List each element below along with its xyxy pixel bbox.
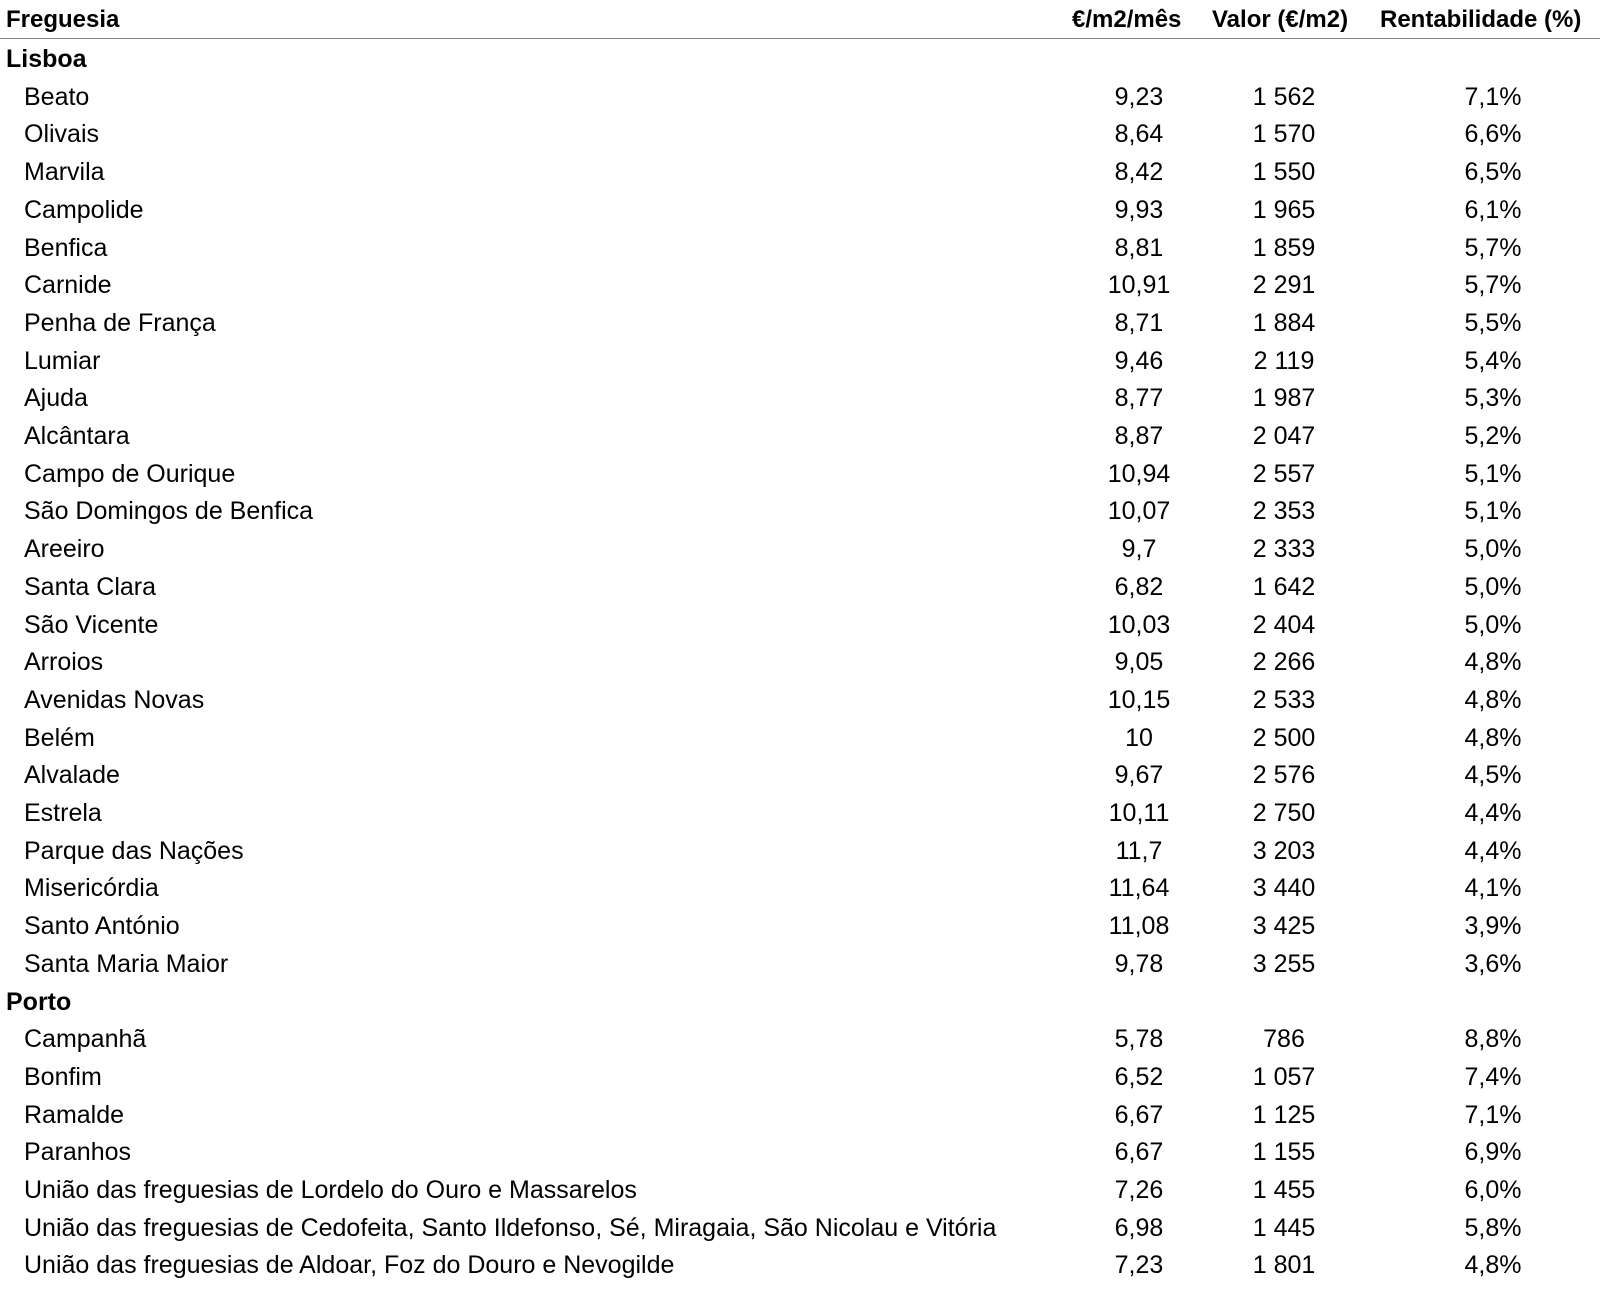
cell-rent[interactable]: 8,42: [1114, 158, 1164, 187]
cell-freguesia[interactable]: São Domingos de Benfica: [24, 497, 314, 526]
cell-freguesia[interactable]: Santa Maria Maior: [24, 949, 229, 978]
table-row: [0, 643, 1600, 682]
cell-freguesia[interactable]: Belém: [24, 723, 95, 752]
cell-value[interactable]: 1 550: [1252, 158, 1316, 187]
cell-value[interactable]: 2 533: [1252, 685, 1316, 714]
cell-yield[interactable]: 4,8%: [1464, 685, 1522, 714]
cell-value[interactable]: 2 291: [1252, 271, 1316, 300]
cell-freguesia[interactable]: Campo de Ourique: [24, 459, 236, 488]
cell-yield[interactable]: 4,8%: [1464, 1251, 1522, 1280]
cell-yield[interactable]: 7,1%: [1464, 1100, 1522, 1129]
cell-freguesia[interactable]: Arroios: [24, 648, 104, 677]
cell-rent[interactable]: 9,67: [1114, 761, 1164, 790]
table-row: [0, 606, 1600, 645]
cell-yield[interactable]: 5,0%: [1464, 572, 1522, 601]
table-row: [0, 530, 1600, 569]
cell-yield[interactable]: 3,9%: [1464, 912, 1522, 941]
cell-value[interactable]: 1 642: [1252, 572, 1316, 601]
table-row: [0, 229, 1600, 268]
cell-freguesia[interactable]: Ramalde: [24, 1100, 125, 1129]
cell-value[interactable]: 2 404: [1252, 610, 1316, 639]
cell-yield[interactable]: 6,5%: [1464, 158, 1522, 187]
table-row: [0, 1209, 1600, 1248]
cell-rent[interactable]: 6,67: [1114, 1100, 1164, 1129]
cell-rent[interactable]: 7,26: [1114, 1176, 1164, 1204]
cell-yield[interactable]: 3,6%: [1464, 949, 1522, 978]
cell-yield[interactable]: 5,7%: [1464, 271, 1522, 300]
cell-yield[interactable]: 6,9%: [1464, 1138, 1522, 1167]
cell-value[interactable]: 2 333: [1252, 535, 1316, 564]
cell-freguesia[interactable]: Alcântara: [24, 422, 130, 450]
cell-value[interactable]: 2 557: [1252, 459, 1316, 488]
cell-value[interactable]: 786: [1263, 1025, 1305, 1054]
cell-value[interactable]: 1 965: [1252, 195, 1316, 224]
cell-value[interactable]: 2 047: [1252, 422, 1316, 450]
cell-rent[interactable]: 8,81: [1114, 233, 1164, 262]
cell-freguesia[interactable]: Alvalade: [24, 761, 120, 790]
cell-rent[interactable]: 10,91: [1107, 271, 1171, 300]
table-header: [0, 2, 1600, 39]
cell-value[interactable]: 3 440: [1252, 874, 1316, 903]
cell-rent[interactable]: 8,77: [1114, 384, 1164, 413]
cell-rent[interactable]: 10,94: [1107, 459, 1171, 488]
cell-freguesia[interactable]: Carnide: [24, 271, 112, 300]
cell-freguesia[interactable]: Estrela: [24, 799, 102, 827]
cell-rent[interactable]: 9,78: [1114, 949, 1164, 978]
cell-value[interactable]: 1 562: [1252, 82, 1316, 111]
cell-freguesia[interactable]: União das freguesias de Lordelo do Ouro e Massarelos: [24, 1176, 637, 1204]
cell-value[interactable]: 1 445: [1252, 1213, 1316, 1242]
cell-yield[interactable]: 5,4%: [1464, 346, 1522, 375]
cell-value[interactable]: 1 455: [1252, 1176, 1316, 1204]
cell-rent[interactable]: 10,11: [1108, 799, 1170, 827]
header-freguesia[interactable]: Freguesia: [6, 6, 120, 33]
table-row: [0, 455, 1600, 494]
cell-value[interactable]: 2 576: [1252, 761, 1316, 790]
table-row: [0, 719, 1600, 758]
group-name[interactable]: Porto: [6, 987, 72, 1016]
cell-rent[interactable]: 8,71: [1114, 308, 1164, 337]
table-row: [0, 681, 1600, 720]
table-row: [0, 756, 1600, 795]
cell-freguesia[interactable]: Campanhã: [24, 1025, 147, 1054]
cell-freguesia[interactable]: Paranhos: [24, 1138, 132, 1167]
header-value[interactable]: Valor (€/m2): [1212, 6, 1349, 33]
cell-yield[interactable]: 6,0%: [1464, 1176, 1522, 1204]
cell-yield[interactable]: 5,0%: [1464, 610, 1522, 639]
cell-freguesia[interactable]: Parque das Nações: [24, 836, 244, 865]
cell-rent[interactable]: 11,7: [1115, 836, 1163, 865]
cell-yield[interactable]: 4,5%: [1464, 761, 1522, 790]
cell-value[interactable]: 2 500: [1252, 723, 1316, 752]
group-row-lisboa: [0, 40, 1600, 79]
table-row: [0, 304, 1600, 343]
cell-yield[interactable]: 4,4%: [1464, 836, 1522, 865]
cell-freguesia[interactable]: União das freguesias de Aldoar, Foz do Douro e Nevogilde: [24, 1251, 675, 1280]
cell-yield[interactable]: 5,0%: [1464, 535, 1522, 564]
table-row: [0, 266, 1600, 305]
cell-rent[interactable]: 10: [1125, 723, 1153, 752]
cell-value[interactable]: 2 119: [1253, 346, 1315, 375]
cell-value[interactable]: 1 057: [1252, 1062, 1316, 1091]
cell-freguesia[interactable]: Lumiar: [24, 346, 101, 375]
cell-value[interactable]: 3 255: [1252, 949, 1316, 978]
cell-yield[interactable]: 4,8%: [1464, 723, 1522, 752]
cell-freguesia[interactable]: Santo António: [24, 912, 180, 941]
cell-value[interactable]: 1 859: [1252, 233, 1316, 262]
cell-yield[interactable]: 4,1%: [1464, 874, 1522, 903]
cell-rent[interactable]: 11,08: [1108, 912, 1170, 941]
table-row: [0, 1246, 1600, 1285]
cell-freguesia[interactable]: Penha de França: [24, 308, 216, 337]
cell-rent[interactable]: 6,67: [1114, 1138, 1164, 1167]
cell-yield[interactable]: 5,7%: [1464, 233, 1522, 262]
cell-value[interactable]: 3 203: [1252, 836, 1316, 865]
cell-rent[interactable]: 6,82: [1114, 572, 1164, 601]
table-row: [0, 869, 1600, 908]
cell-yield[interactable]: 6,1%: [1464, 195, 1522, 224]
cell-rent[interactable]: 9,93: [1114, 195, 1164, 224]
cell-yield[interactable]: 5,1%: [1464, 459, 1522, 488]
cell-rent[interactable]: 8,64: [1114, 120, 1164, 149]
cell-yield[interactable]: 5,3%: [1464, 384, 1522, 413]
cell-freguesia[interactable]: Olivais: [24, 120, 100, 149]
group-row-porto: [0, 983, 1600, 1022]
cell-rent[interactable]: 9,23: [1114, 82, 1164, 111]
header-yield[interactable]: Rentabilidade (%): [1380, 6, 1582, 33]
table-row: [0, 907, 1600, 946]
cell-freguesia[interactable]: Areeiro: [24, 535, 105, 564]
cell-freguesia[interactable]: Ajuda: [24, 384, 88, 413]
cell-rent[interactable]: 11,64: [1108, 874, 1170, 903]
cell-freguesia[interactable]: Campolide: [24, 195, 144, 224]
cell-value[interactable]: 1 125: [1252, 1100, 1316, 1129]
cell-yield[interactable]: 7,1%: [1464, 82, 1522, 111]
table-row: [0, 1171, 1600, 1210]
cell-value[interactable]: 2 266: [1252, 648, 1316, 677]
table-row: [0, 191, 1600, 230]
cell-rent[interactable]: 5,78: [1114, 1025, 1164, 1054]
cell-freguesia[interactable]: Benfica: [24, 233, 108, 262]
cell-yield[interactable]: 5,1%: [1464, 497, 1522, 526]
group-name[interactable]: Lisboa: [6, 45, 87, 73]
cell-freguesia[interactable]: Beato: [24, 82, 90, 111]
cell-rent[interactable]: 10,15: [1107, 685, 1171, 714]
cell-yield[interactable]: 5,8%: [1464, 1213, 1522, 1242]
cell-freguesia[interactable]: Santa Clara: [24, 572, 157, 601]
cell-freguesia[interactable]: Bonfim: [24, 1062, 102, 1091]
cell-yield[interactable]: 4,4%: [1464, 799, 1522, 827]
table-row: [0, 832, 1600, 871]
cell-rent[interactable]: 6,52: [1114, 1062, 1164, 1091]
cell-yield[interactable]: 5,2%: [1464, 422, 1522, 450]
cell-value[interactable]: 1 155: [1252, 1138, 1316, 1167]
cell-freguesia[interactable]: Avenidas Novas: [24, 685, 205, 714]
cell-value[interactable]: 1 987: [1252, 384, 1316, 413]
cell-value[interactable]: 3 425: [1252, 912, 1316, 941]
cell-value[interactable]: 1 570: [1252, 120, 1316, 149]
cell-rent[interactable]: 10,03: [1107, 610, 1171, 639]
table-row: [0, 1133, 1600, 1172]
table-row: [0, 379, 1600, 418]
table-row: [0, 115, 1600, 154]
cell-freguesia[interactable]: Misericórdia: [24, 874, 159, 903]
table-row: [0, 945, 1600, 984]
cell-rent[interactable]: 6,98: [1114, 1213, 1164, 1242]
cell-yield[interactable]: 8,8%: [1464, 1025, 1522, 1054]
table-row: [0, 1058, 1600, 1097]
table-row: [0, 342, 1600, 381]
table-row: [0, 492, 1600, 531]
header-rent[interactable]: €/m2/mês: [1072, 6, 1182, 33]
cell-rent[interactable]: 7,23: [1114, 1251, 1164, 1280]
cell-freguesia[interactable]: São Vicente: [24, 610, 159, 639]
cell-rent[interactable]: 8,87: [1114, 422, 1164, 450]
cell-freguesia[interactable]: Marvila: [24, 158, 105, 187]
table-row: [0, 1020, 1600, 1059]
cell-yield[interactable]: 4,8%: [1464, 648, 1522, 677]
cell-freguesia[interactable]: União das freguesias de Cedofeita, Santo Ildefonso, Sé, Miragaia, São Nicolau e Vitória: [24, 1213, 997, 1242]
cell-yield[interactable]: 5,5%: [1464, 308, 1522, 337]
cell-value[interactable]: 1 801: [1252, 1251, 1316, 1280]
cell-yield[interactable]: 6,6%: [1464, 120, 1522, 149]
cell-rent[interactable]: 9,46: [1114, 346, 1164, 375]
table-row: [0, 794, 1600, 833]
table-row: [0, 1096, 1600, 1135]
cell-rent[interactable]: 10,07: [1107, 497, 1171, 526]
table-row: [0, 153, 1600, 192]
cell-value[interactable]: 2 353: [1252, 497, 1316, 526]
table-row: [0, 417, 1600, 456]
cell-value[interactable]: 1 884: [1252, 308, 1316, 337]
table-row: [0, 78, 1600, 117]
cell-rent[interactable]: 9,05: [1114, 648, 1164, 677]
table-row: [0, 568, 1600, 607]
cell-yield[interactable]: 7,4%: [1464, 1062, 1522, 1091]
cell-rent[interactable]: 9,7: [1121, 535, 1157, 564]
cell-value[interactable]: 2 750: [1252, 799, 1316, 827]
